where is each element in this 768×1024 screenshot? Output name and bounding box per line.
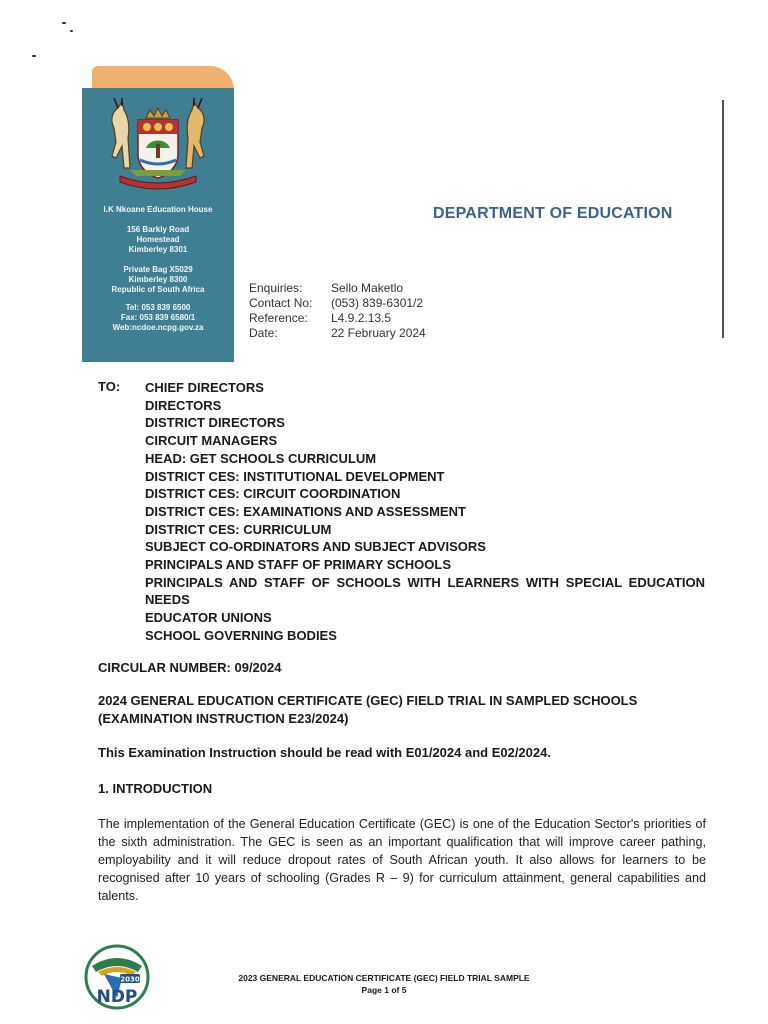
- circular-number: CIRCULAR NUMBER: 09/2024: [98, 660, 282, 675]
- meta-row-reference: [249, 311, 426, 326]
- recipient-item: DISTRICT CES: INSTITUTIONAL DEVELOPMENT: [145, 468, 445, 484]
- recipient-item: CIRCUIT MANAGERS: [145, 433, 278, 449]
- circular-title: 2024 GENERAL EDUCATION CERTIFICATE (GEC) FIELD TRIAL IN SAMPLED SCHOOLS (EXAMINATION INSTRUCTION E23/2024): [98, 693, 638, 726]
- address-line: Web:ncdoe.ncpg.gov.za: [112, 323, 204, 332]
- letterhead-tab: [92, 66, 234, 90]
- page-footer: [180, 972, 588, 996]
- intro-paragraph: The implementation of the General Education Certificate (GEC) is one of the Education Sector's priorities of the sixth administration. The GEC is seen as an important qualification that will improve career pathing, employability and it will reduce dropout rates of South African youth. It also allows for learners to be recognised after 10 years of schooling (Grades R – 9) for curriculum attainment, general capabilities and talents.: [98, 817, 706, 903]
- ndp-logo-text: NDP: [96, 987, 138, 1007]
- meta-row-date: [249, 326, 426, 341]
- address-line: Homestead: [136, 235, 180, 244]
- recipient-item: HEAD: GET SCHOOLS CURRICULUM: [145, 450, 377, 466]
- meta-row-enquiries: [249, 281, 426, 296]
- meta-value: 22 February 2024: [331, 326, 426, 340]
- address-line: Fax: 053 839 6580/1: [120, 313, 196, 322]
- recipient-item: DISTRICT CES: EXAMINATIONS AND ASSESSMENT: [145, 503, 466, 519]
- instruction-note: This Examination Instruction should be read with E01/2024 and E02/2024.: [98, 745, 551, 760]
- recipient-list: [145, 379, 705, 645]
- recipient-item: EDUCATOR UNIONS: [145, 610, 272, 626]
- ndp-logo-icon: [80, 944, 154, 1010]
- header-rule: [722, 100, 724, 338]
- recipient-item: PRINCIPALS AND STAFF OF PRIMARY SCHOOLS: [145, 557, 451, 573]
- recipient-item: DISTRICT DIRECTORS: [145, 415, 285, 431]
- address-line: Republic of South Africa: [111, 285, 205, 294]
- recipient-item: PRINCIPALS AND STAFF OF SCHOOLS WITH LEARNERS WITH SPECIAL EDUCATION NEEDS: [145, 574, 705, 608]
- address-line: 156 Barkly Road: [126, 225, 190, 234]
- footer-title: 2023 GENERAL EDUCATION CERTIFICATE (GEC) FIELD TRIAL SAMPLE: [238, 973, 530, 983]
- recipient-item: CHIEF DIRECTORS: [145, 380, 264, 395]
- recipient-item: DISTRICT CES: CURRICULUM: [145, 521, 332, 537]
- page-number: Page 1 of 5: [361, 985, 407, 995]
- recipient-item: DISTRICT CES: CIRCUIT COORDINATION: [145, 486, 401, 502]
- address-line: Kimberley 8300: [128, 275, 188, 284]
- section-heading-introduction: 1. INTRODUCTION: [98, 781, 213, 796]
- meta-value: L4.9.2.13.5: [331, 311, 392, 325]
- meta-label: Enquiries:: [249, 281, 303, 295]
- meta-row-contact: [249, 296, 426, 311]
- address-line: Tel: 053 839 6500: [125, 303, 191, 312]
- meta-value: (053) 839-6301/2: [331, 296, 424, 310]
- meta-label: Date:: [249, 326, 278, 340]
- department-title: DEPARTMENT OF EDUCATION: [433, 205, 673, 222]
- meta-value: Sello Maketlo: [331, 281, 404, 295]
- to-label: TO:: [98, 379, 121, 394]
- recipient-item: SUBJECT CO-ORDINATORS AND SUBJECT ADVISORS: [145, 539, 486, 555]
- address-line: Kimberley 8301: [128, 245, 188, 254]
- address-line: Private Bag X5029: [123, 265, 193, 274]
- letterhead-banner: [82, 88, 234, 362]
- meta-label: Reference:: [249, 311, 308, 325]
- meta-label: Contact No:: [249, 296, 313, 310]
- coat-of-arms-icon: [100, 98, 216, 194]
- recipient-item: DIRECTORS: [145, 397, 222, 413]
- ndp-logo-year: 2030: [120, 975, 140, 984]
- recipient-item: SCHOOL GOVERNING BODIES: [145, 627, 337, 643]
- address-line: I.K Nkoane Education House: [103, 205, 213, 214]
- reference-block: [249, 281, 426, 341]
